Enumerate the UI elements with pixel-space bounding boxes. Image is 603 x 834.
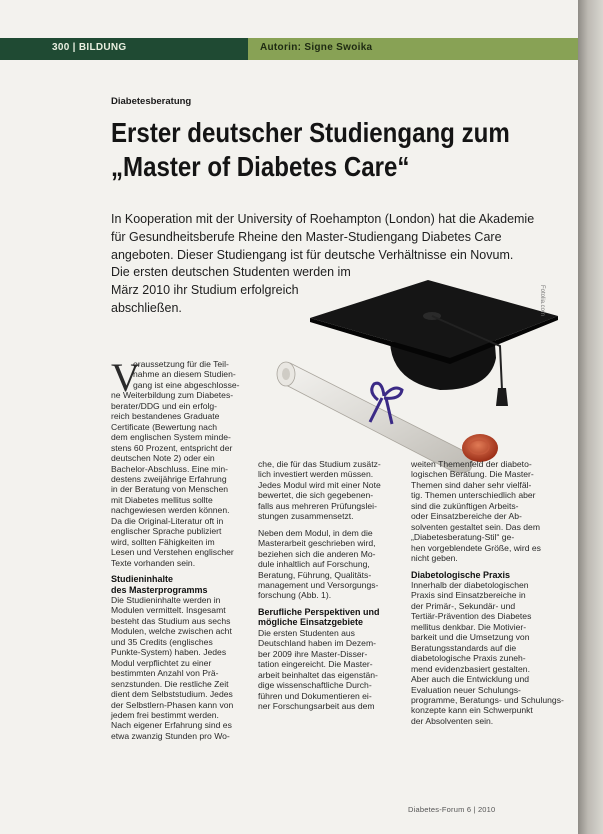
body-line: programme, Beratungs- und Schulungs-: [411, 694, 564, 705]
wax-seal: [462, 434, 498, 462]
lead-line: für Gesundheitsberufe Rheine den Master-Studiengang Diabetes Care: [111, 229, 502, 244]
lead-line: Die ersten deutschen Studenten werden im: [111, 265, 351, 280]
body-line: dige wissenschaftliche Durch-: [258, 680, 372, 691]
section-heading: mögliche Einsatzgebiete: [258, 617, 364, 628]
body-line: Bachelor-Abschluss. Eine min-: [111, 463, 229, 474]
body-line: management und Versorgungs-: [258, 579, 379, 590]
body-line: nahme an diesem Studien-: [133, 369, 236, 380]
body-line: Lesen und Verstehen englischer: [111, 547, 234, 558]
body-line: führen und Dokumentieren ei-: [258, 690, 372, 701]
body-line: oder Einsatzbereiche der Ab-: [411, 511, 522, 522]
body-line: Praxis sind Einsatzbereiche in: [411, 590, 526, 601]
body-line: besteht das Studium aus sechs: [111, 615, 231, 626]
body-line: Evaluation neuer Schulungs-: [411, 684, 521, 695]
dropcap: V: [111, 355, 140, 400]
column-3: [411, 459, 564, 726]
body-line: solventen gestaltet sein. Das dem: [411, 521, 540, 532]
body-line: forschung (Abb. 1).: [258, 590, 332, 601]
body-line: Certificate (Bewertung nach: [111, 421, 218, 432]
body-line: oraussetzung für die Teil-: [133, 359, 229, 369]
body-line: lich investiert werden müssen.: [258, 469, 374, 480]
body-line: und 35 Credits (englisches: [111, 636, 213, 647]
body-line: Modulen vermittelt. Insgesamt: [111, 605, 226, 616]
body-line: beziehen sich die anderen Mo-: [258, 548, 376, 559]
body-line: dule inhaltlich auf Forschung,: [258, 559, 370, 570]
article-title: [111, 116, 510, 184]
body-line: jedem frei bestimmt werden.: [111, 709, 219, 720]
body-line: dem englischen System minde-: [111, 432, 231, 443]
body-line: gang ist eine abgeschlosse-: [133, 379, 240, 390]
body-line: Tertiär-Prävention des Diabetes: [411, 611, 532, 622]
body-line: deutschen Note 2) oder ein: [111, 453, 215, 464]
section-label: 300 | BILDUNG: [52, 42, 127, 53]
body-line: hen vorgeblendete Größe, wird es: [411, 542, 541, 553]
body-line: der Selbstlern-Phasen kann von: [111, 699, 234, 710]
body-line: Themen sind daher sehr vielfäl-: [411, 479, 532, 490]
body-line: tig. Themen unterschiedlich aber: [411, 490, 536, 501]
body-line: Nach eigener Erfahrung sind es: [111, 720, 232, 731]
body-line: nachgewiesen werden können.: [111, 505, 230, 516]
section-heading: Berufliche Perspektiven und: [258, 606, 380, 617]
column-1: [111, 355, 240, 741]
body-line: Jedes Modul wird mit einer Note: [258, 479, 381, 490]
body-line: in der Beratung von Menschen: [111, 484, 229, 495]
image-credit: Fotolia.com: [539, 285, 545, 317]
body-line: Texte vorhanden sein.: [111, 557, 196, 568]
lead-line: In Kooperation mit der University of Roehampton (London) hat die Akademie: [111, 212, 535, 226]
body-line: reich bestandenes Graduate: [111, 411, 220, 422]
page-edge-shadow: [578, 0, 603, 834]
body-line: weiten Themenfeld der diabeto-: [411, 459, 532, 469]
body-line: Da die Original-Literatur oft in: [111, 515, 224, 526]
body-line: Masterarbeit geschrieben wird,: [258, 538, 376, 549]
column-1-lines: [111, 355, 240, 741]
article-kicker: Diabetesberatung: [111, 96, 192, 107]
lead-line: März 2010 ihr Studium erfolgreich: [111, 283, 299, 298]
title-line: „Master of Diabetes Care“: [111, 151, 410, 182]
body-line: stungen zusammensetzt.: [258, 511, 354, 522]
body-line: destens zweijährige Erfahrung: [111, 473, 227, 484]
body-line: logischen Beratung. Die Master-: [411, 469, 534, 480]
column-2-lines: [258, 459, 387, 711]
lead-line: abschließen.: [111, 300, 182, 315]
body-line: konzepte kann ein Schwerpunkt: [411, 705, 533, 716]
body-line: Beratungsstandards auf die: [411, 642, 517, 653]
body-line: barkeit und die Umsetzung von: [411, 632, 530, 643]
section-heading: Studieninhalte: [111, 574, 174, 585]
body-line: Modulen, welche zwischen acht: [111, 626, 232, 637]
body-line: arbeit beinhaltet das eigenstän-: [258, 669, 378, 680]
body-line: Deutschland haben im Dezem-: [258, 638, 376, 649]
title-line: Erster deutscher Studiengang zum: [111, 117, 510, 148]
body-line: wird, sollten Fähigkeiten im: [111, 536, 215, 547]
column-2: [258, 459, 387, 711]
body-line: „Diabetesberatung-Stil“ ge-: [411, 532, 515, 543]
body-line: stens 60 Prozent, entspricht der: [111, 442, 233, 453]
body-line: mend evidenzbasiert gestalten.: [411, 663, 530, 674]
body-line: Neben dem Modul, in dem die: [258, 527, 373, 538]
section-header-bar: [0, 38, 578, 60]
section-header-light: [248, 38, 578, 60]
body-line: Punkte-System) haben. Jedes: [111, 647, 227, 658]
body-line: etwa zwanzig Stunden pro Wo-: [111, 730, 230, 741]
body-line: bewertet, die sich gegebenen-: [258, 490, 374, 501]
author-label: Autorin: Signe Swoika: [260, 42, 373, 53]
section-heading: Diabetologische Praxis: [411, 569, 511, 580]
column-3-lines: [411, 459, 564, 726]
body-line: bestimmten Anzahl von Prä-: [111, 668, 219, 679]
body-line: ner Forschungsarbeit aus dem: [258, 700, 375, 711]
body-line: Innerhalb der diabetologischen: [411, 579, 529, 590]
body-line: mit Diabetes mellitus sollte: [111, 494, 213, 505]
body-line: Beratung, Führung, Qualitäts-: [258, 569, 372, 580]
body-line: tation eingereicht. Die Master-: [258, 659, 373, 670]
body-line: sind die zukünftigen Arbeits-: [411, 500, 519, 511]
section-heading: des Masterprogramms: [111, 584, 208, 595]
body-line: Die Studieninhalte werden in: [111, 594, 221, 605]
body-line: berater/DDG und ein erfolg-: [111, 400, 218, 411]
page-footer: Diabetes-Forum 6 | 2010: [408, 805, 496, 814]
body-line: der Primär-, Sekundär- und: [411, 600, 516, 611]
graduation-cap: [310, 280, 558, 406]
body-line: Die ersten Studenten aus: [258, 627, 355, 638]
body-line: che, die für das Studium zusätz-: [258, 459, 381, 469]
body-line: ne Weiterbildung zum Diabetes-: [111, 390, 234, 401]
graduation-cap-diploma-illustration: [270, 272, 560, 480]
section-header-dark: [0, 38, 248, 60]
body-line: Aber auch die Entwicklung und: [411, 674, 530, 685]
lead-line: angeboten. Dieser Studiengang ist für deutsche Verhältnisse ein Novum.: [111, 247, 514, 262]
body-line: Modul verpflichtet zu einer: [111, 657, 212, 668]
body-line: englischer Sprache publiziert: [111, 526, 222, 537]
body-line: der Absolventen sein.: [411, 715, 494, 726]
body-line: dient dem Selbststudium. Jedes: [111, 689, 233, 700]
body-line: senzstunden. Die restliche Zeit: [111, 678, 229, 689]
body-line: falls aus mehreren Prüfungslei-: [258, 500, 377, 511]
body-line: mellitus denkbar. Die Motivier-: [411, 621, 527, 632]
body-line: nicht geben.: [411, 553, 458, 564]
body-line: diabetologische Praxis zuneh-: [411, 653, 526, 664]
body-line: ber 2009 ihre Master-Disser-: [258, 648, 368, 659]
